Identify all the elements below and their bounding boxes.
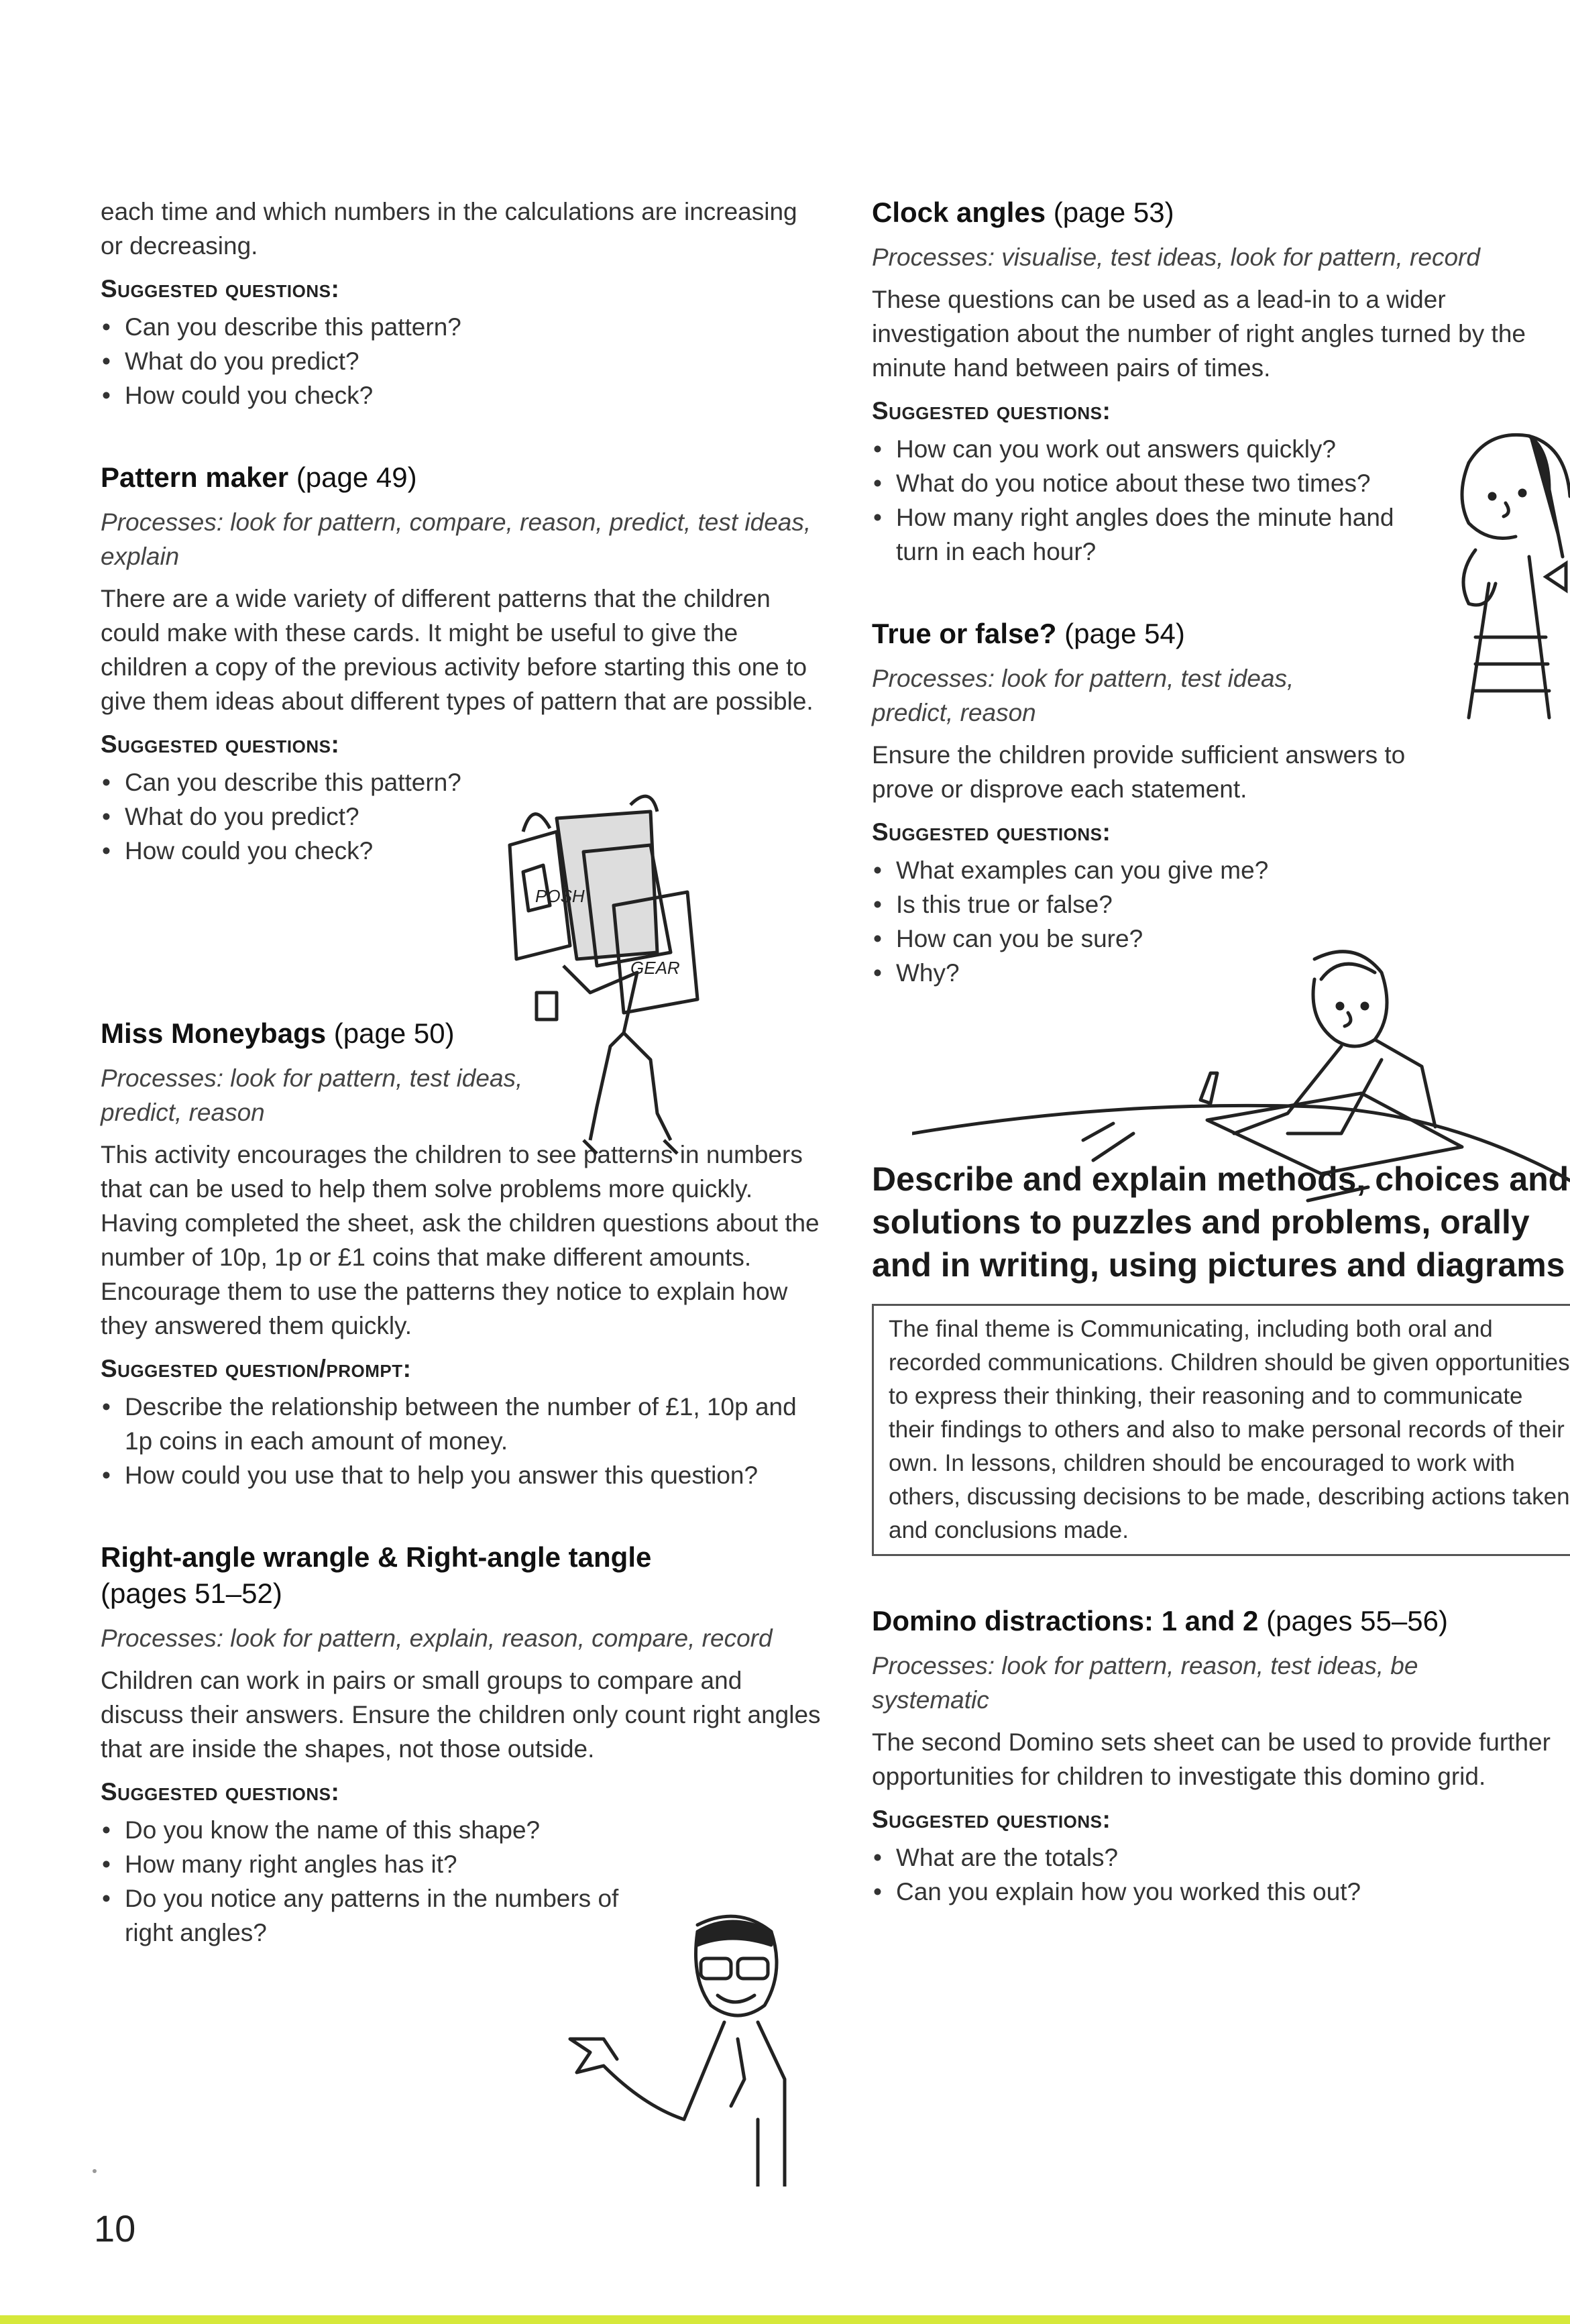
theme-box: The final theme is Communicating, including both oral and recorded communications. Children should be given opportunities to express their thinking, their reasoning and to communicate their findings to others and also to make personal records of their own. In lessons, children should be encouraged to work with others, discussing decisions to be made, describing actions taken and conclusions made.: [872, 1304, 1570, 1556]
page-ref: (page 54): [1064, 618, 1185, 649]
processes-text: Processes: visualise, test ideas, look for pattern, record: [872, 243, 1480, 271]
activity-title: [872, 195, 1570, 231]
suggested-questions-heading: Suggested question/prompt:: [101, 1355, 412, 1382]
list-item: • How can you be sure?: [872, 922, 1570, 956]
intro-text: each time and which numbers in the calculations are increasing or decreasing.: [101, 198, 797, 260]
list-item: • How could you check?: [101, 378, 825, 412]
bag-label: GEAR: [630, 958, 680, 978]
question-list: [872, 1840, 1570, 1909]
thinking-girl-illustration: [1428, 423, 1570, 738]
suggested-questions-heading: Suggested questions:: [872, 397, 1111, 425]
activity-description: Ensure the children provide sufficient answers to prove or disprove each statement.: [872, 741, 1406, 803]
processes-text: Processes: look for pattern, test ideas, predict, reason: [872, 665, 1294, 726]
processes-text: Processes: look for pattern, test ideas, predict, reason: [101, 1064, 523, 1126]
page-ref: (pages 55–56): [1266, 1605, 1448, 1637]
list-item: • How can you work out answers quickly?: [872, 432, 1422, 466]
suggested-questions-heading: Suggested questions:: [101, 1778, 340, 1806]
bag-label: POSH: [535, 886, 585, 906]
question-list: [101, 1813, 624, 1950]
list-item: • What examples can you give me?: [872, 853, 1570, 887]
list-item: • What do you predict?: [101, 799, 825, 834]
title-text: Clock angles: [872, 197, 1046, 228]
pointing-boy-illustration: [563, 1905, 818, 2187]
list-item: • Describe the relationship between the number of £1, 10p and 1p coins in each amount of money.: [101, 1390, 825, 1458]
list-item: • Do you know the name of this shape?: [101, 1813, 624, 1847]
theme-heading: Describe and explain methods, choices and solutions to puzzles and problems, orally and in writing, using pictures and diagrams: [872, 1160, 1569, 1284]
list-item: • Can you describe this pattern?: [101, 765, 825, 799]
activity-title: [101, 1539, 825, 1612]
page-ref: (pages 51–52): [101, 1578, 282, 1609]
suggested-questions-heading: Suggested questions:: [872, 1806, 1111, 1833]
page-edge-bar: [0, 2315, 1570, 2324]
processes-text: Processes: look for pattern, explain, reason, compare, record: [101, 1624, 773, 1652]
suggested-questions-heading: Suggested questions:: [101, 275, 340, 302]
page-number: 10: [94, 2207, 136, 2250]
page-dot: [93, 2169, 97, 2173]
title-text: Pattern maker: [101, 461, 289, 493]
question-list: [101, 310, 825, 412]
page-ref: (page 50): [333, 1017, 455, 1049]
shopping-girl-illustration: [496, 791, 724, 1167]
list-item: • Do you notice any patterns in the numbers of right angles?: [101, 1881, 624, 1950]
list-item: • How could you use that to help you answer this question?: [101, 1458, 825, 1492]
question-list: [872, 432, 1422, 569]
activity-description: Children can work in pairs or small groups to compare and discuss their answers. Ensure the children only count right angles that are inside the shapes, not those outside.: [101, 1667, 821, 1763]
page-ref: (page 49): [296, 461, 417, 493]
list-item: • Can you describe this pattern?: [101, 310, 825, 344]
activity-title: [872, 1603, 1570, 1639]
processes-text: Processes: look for pattern, reason, test ideas, be systematic: [872, 1652, 1418, 1714]
processes-text: Processes: look for pattern, compare, reason, predict, test ideas, explain: [101, 508, 811, 570]
activity-description: This activity encourages the children to see patterns in numbers that can be used to help them solve problems more quickly. Having completed the sheet, ask the children questions about the number of 10p, 1p or £1 coins that make different amounts. Encourage them to use the patterns they notice to explain how they answered them quickly.: [101, 1141, 820, 1339]
activity-domino: [872, 1603, 1570, 1909]
page-ref: (page 53): [1053, 197, 1174, 228]
list-item: • Why?: [872, 956, 1570, 990]
activity-description: These questions can be used as a lead-in to a wider investigation about the number of right angles turned by the minute hand between pairs of times.: [872, 286, 1526, 382]
title-text: Right-angle wrangle & Right-angle tangle: [101, 1541, 652, 1573]
list-item: • What do you predict?: [101, 344, 825, 378]
title-text: True or false?: [872, 618, 1057, 649]
list-item: • Is this true or false?: [872, 887, 1570, 922]
suggested-questions-heading: Suggested questions:: [872, 818, 1111, 846]
list-item: • What are the totals?: [872, 1840, 1570, 1875]
question-list: [101, 1390, 825, 1492]
activity-description: There are a wide variety of different patterns that the children could make with these cards. It might be useful to give the children a copy of the previous activity before starting this one to give them ideas about different types of pattern that are possible.: [101, 585, 814, 715]
list-item: • How many right angles has it?: [101, 1847, 624, 1881]
activity-description: The second Domino sets sheet can be used to provide further opportunities for children to investigate this domino grid.: [872, 1728, 1551, 1790]
suggested-questions-heading: Suggested questions:: [101, 730, 340, 758]
list-item: • What do you notice about these two times?: [872, 466, 1422, 500]
list-item: • Can you explain how you worked this out?: [872, 1875, 1570, 1909]
list-item: • How could you check?: [101, 834, 825, 868]
list-item: • How many right angles does the minute hand turn in each hour?: [872, 500, 1422, 569]
writing-boy-illustration: [912, 939, 1570, 1221]
activity-title: [101, 459, 825, 496]
title-text: Miss Moneybags: [101, 1017, 327, 1049]
title-text: Domino distractions: 1 and 2: [872, 1605, 1259, 1637]
activity-right-angle: [101, 1539, 825, 1950]
